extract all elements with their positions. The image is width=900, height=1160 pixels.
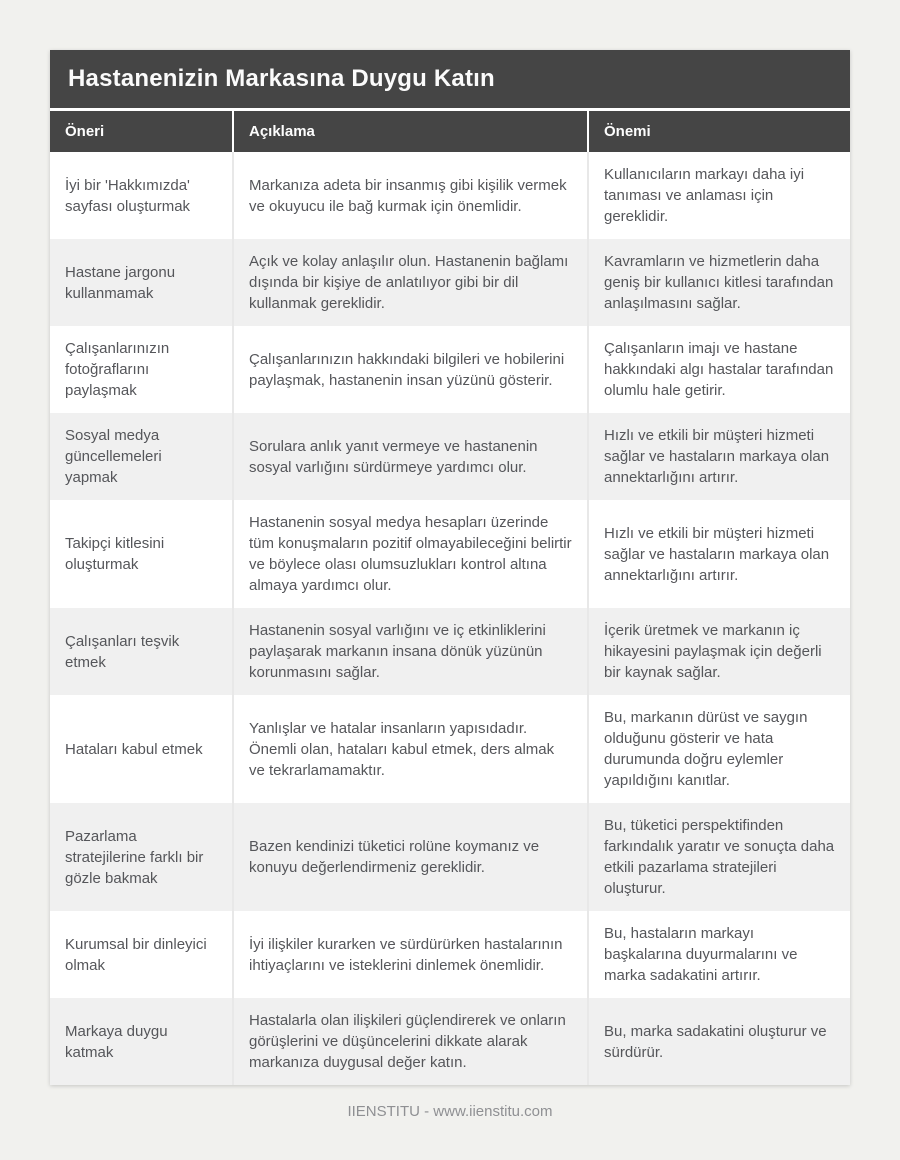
content-card	[50, 50, 850, 1085]
cell-oneri: Pazarlama stratejilerine farklı bir gözle bakmak	[50, 803, 232, 911]
cell-aciklama: Yanlışlar ve hatalar insanların yapısıdadır. Önemli olan, hataları kabul etmek, ders almak ve tekrarlamamaktır.	[232, 695, 587, 803]
cell-aciklama: Hastanenin sosyal medya hesapları üzerinde tüm konuşmaların pozitif olmayabileceğini belirtir ve böylece olası olumsuzlukları kontrol altına almaya yardımcı olur.	[232, 500, 587, 608]
table-row	[50, 152, 850, 239]
cell-oneri: Markaya duygu katmak	[50, 998, 232, 1085]
cell-aciklama: Bazen kendinizi tüketici rolüne koymanız ve konuyu değerlendirmeniz gereklidir.	[232, 803, 587, 911]
cell-aciklama: Çalışanlarınızın hakkındaki bilgileri ve hobilerini paylaşmak, hastanenin insan yüzünü gösterir.	[232, 326, 587, 413]
table-row	[50, 239, 850, 326]
cell-onemi: Kavramların ve hizmetlerin daha geniş bir kullanıcı kitlesi tarafından anlaşılmasını sağlar.	[587, 239, 850, 326]
table-header-row	[50, 108, 850, 152]
column-header-onemi: Önemi	[587, 108, 850, 152]
cell-onemi: Hızlı ve etkili bir müşteri hizmeti sağlar ve hastaların markaya olan annektarlığını artırır.	[587, 413, 850, 500]
column-header-oneri: Öneri	[50, 108, 232, 152]
table-row	[50, 413, 850, 500]
cell-aciklama: Sorulara anlık yanıt vermeye ve hastanenin sosyal varlığını sürdürmeye yardımcı olur.	[232, 413, 587, 500]
table-row	[50, 803, 850, 911]
cell-oneri: Hataları kabul etmek	[50, 695, 232, 803]
cell-onemi: Kullanıcıların markayı daha iyi tanıması ve anlaması için gereklidir.	[587, 152, 850, 239]
page-title: Hastanenizin Markasına Duygu Katın	[50, 50, 850, 108]
column-header-aciklama: Açıklama	[232, 108, 587, 152]
cell-oneri: Takipçi kitlesini oluşturmak	[50, 500, 232, 608]
cell-onemi: Çalışanların imajı ve hastane hakkındaki algı hastalar tarafından olumlu hale getirir.	[587, 326, 850, 413]
cell-oneri: Çalışanları teşvik etmek	[50, 608, 232, 695]
cell-aciklama: Markanıza adeta bir insanmış gibi kişilik vermek ve okuyucu ile bağ kurmak için önemlidir.	[232, 152, 587, 239]
table-row	[50, 911, 850, 998]
table-row	[50, 695, 850, 803]
cell-aciklama: Hastalarla olan ilişkileri güçlendirerek ve onların görüşlerini ve düşüncelerini dikkate alarak markanıza duygusal değer katın.	[232, 998, 587, 1085]
cell-aciklama: Hastanenin sosyal varlığını ve iç etkinliklerini paylaşarak markanın insana dönük yüzünün korunmasını sağlar.	[232, 608, 587, 695]
table-row	[50, 500, 850, 608]
cell-onemi: İçerik üretmek ve markanın iç hikayesini paylaşmak için değerli bir kaynak sağlar.	[587, 608, 850, 695]
footer-credit: IIENSTITU - www.iienstitu.com	[347, 1103, 553, 1120]
cell-onemi: Bu, tüketici perspektifinden farkındalık yaratır ve sonuçta daha etkili pazarlama stratejileri oluşturur.	[587, 803, 850, 911]
cell-oneri: Çalışanlarınızın fotoğraflarını paylaşmak	[50, 326, 232, 413]
cell-onemi: Bu, markanın dürüst ve saygın olduğunu gösterir ve hata durumunda doğru eylemler yapıldığını kanıtlar.	[587, 695, 850, 803]
cell-oneri: İyi bir 'Hakkımızda' sayfası oluşturmak	[50, 152, 232, 239]
cell-oneri: Hastane jargonu kullanmamak	[50, 239, 232, 326]
suggestions-table	[50, 108, 850, 1085]
table-row	[50, 326, 850, 413]
cell-onemi: Hızlı ve etkili bir müşteri hizmeti sağlar ve hastaların markaya olan annektarlığını artırır.	[587, 500, 850, 608]
cell-onemi: Bu, marka sadakatini oluşturur ve sürdürür.	[587, 998, 850, 1085]
cell-oneri: Kurumsal bir dinleyici olmak	[50, 911, 232, 998]
cell-oneri: Sosyal medya güncellemeleri yapmak	[50, 413, 232, 500]
table-row	[50, 998, 850, 1085]
cell-aciklama: İyi ilişkiler kurarken ve sürdürürken hastalarının ihtiyaçlarını ve isteklerini dinlemek önemlidir.	[232, 911, 587, 998]
table-row	[50, 608, 850, 695]
cell-onemi: Bu, hastaların markayı başkalarına duyurmalarını ve marka sadakatini artırır.	[587, 911, 850, 998]
cell-aciklama: Açık ve kolay anlaşılır olun. Hastanenin bağlamı dışında bir kişiye de anlatılıyor gibi bir dil kullanmak gereklidir.	[232, 239, 587, 326]
